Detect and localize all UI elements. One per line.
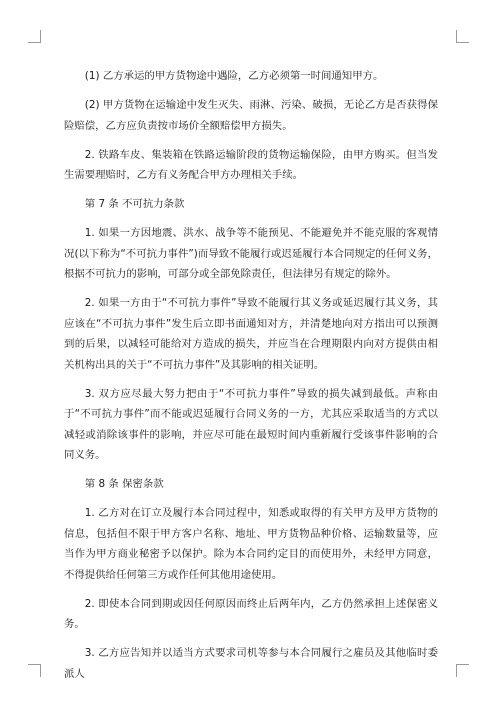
document-body [64, 66, 438, 693]
clause-paragraph: (1) 乙方承运的甲方货物途中遇险，乙方必须第一时间通知甲方。 [84, 70, 384, 82]
crop-mark-top-left [28, 30, 41, 43]
clause-paragraph: (2) 甲方货物在运输途中发生灭失、雨淋、污染、破损，无论乙方是否获得保险赔偿，乙方应负责按市场价全额赔偿甲方损失。 [64, 99, 438, 132]
section-heading: 第 8 条 保密条款 [84, 478, 164, 490]
clause-paragraph: 3. 双方应尽最大努力把由于“不可抗力事件”导致的损失减到最低。声称由于“不可抗力事件”而不能或迟延履行合同义务的一方，尤其应采取适当的方式以减轻或消除该事件的影响，并应尽可能在最短时间内重新履行受该事件影响的合同义务。 [64, 387, 438, 461]
clause-paragraph: 3. 乙方应告知并以适当方式要求司机等参与本合同履行之雇员及其他临时委派人 [64, 647, 438, 680]
section-heading: 第 7 条 不可抗力条款 [84, 198, 185, 210]
clause-paragraph: 1. 乙方对在订立及履行本合同过程中，知悉或取得的有关甲方及甲方货物的信息，包括但不限于甲方客户名称、地址、甲方货物品种价格、运输数量等，应当作为甲方商业秘密予以保护。除为本合同约定目的而使用外，未经甲方同意，不得提供给任何第三方或作任何其他用途使用。 [64, 507, 438, 581]
clause-paragraph: 2. 即使本合同到期或因任何原因而终止后两年内，乙方仍然承担上述保密义务。 [64, 597, 438, 630]
clause-paragraph: 2. 如果一方由于“不可抗力事件”导致不能履行其义务或延迟履行其义务，其应该在“不可抗力事件”发生后立即书面通知对方，并清楚地向对方指出可以预测到的后果，以减轻可能给对方造成的损失，并应当在合理期限内向对方提供由相关机构出具的关于“不可抗力事件”及其影响的相关证明。 [64, 297, 438, 371]
crop-mark-top-right [456, 30, 469, 43]
clause-paragraph: 1. 如果一方因地震、洪水、战争等不能预见、不能避免并不能克服的客观情况(以下称为“不可抗力事件”)而导致不能履行或迟延履行本合同规定的任何义务，根据不可抗力的影响，可部分或全部免除责任，但法律另有规定的除外。 [64, 227, 438, 280]
crop-mark-bottom-right [456, 664, 469, 677]
clause-paragraph: 2. 铁路车皮、集装箱在铁路运输阶段的货物运输保险，由甲方购买。但当发生需要理赔时，乙方有义务配合甲方办理相关手续。 [64, 148, 438, 181]
crop-mark-bottom-left [28, 664, 41, 677]
